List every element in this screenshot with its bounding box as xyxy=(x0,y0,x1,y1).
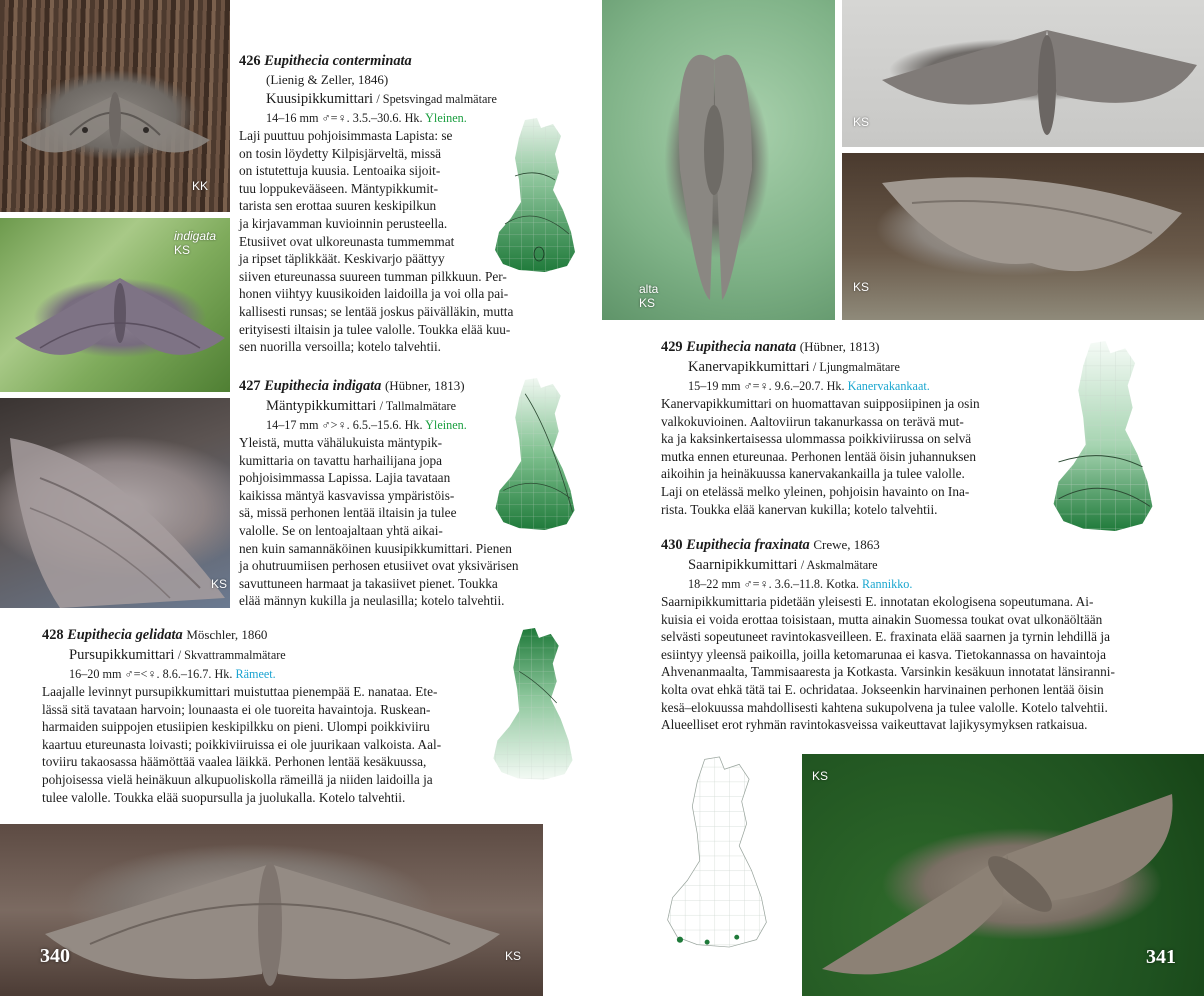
text-line: lässä sitä tavataan harvoin; lounaasta ei ole tuoreita havaintoja. Ruskean- xyxy=(42,701,431,717)
text-line: sä, missä perhonen lentää iltaisin ja tulee xyxy=(239,505,457,521)
text-line: Laji on etelässä melko yleinen, pohjoisin havainto on Ina- xyxy=(661,483,970,499)
text-line: kumittaria on tavattu harhailijana jopa xyxy=(239,452,443,468)
photo-conterminata-on-bark xyxy=(0,0,230,212)
text-line: kaikissa mäntyä kasvavissa ympäristöis- xyxy=(239,487,455,503)
scientific-name: Eupithecia gelidata xyxy=(67,627,183,643)
text-line: erityisesti iltaisin ja tulee valolle. Toukka elää kuu- xyxy=(239,321,511,337)
common-names xyxy=(239,89,545,109)
text-line: Laji puuttuu pohjoisimmasta Lapista: se xyxy=(239,128,453,143)
text-line: ka ja kaksinkertaisessa ulommassa poikkiviirussa on selvä xyxy=(661,431,972,447)
photo-credit: KS xyxy=(505,949,522,963)
species-description xyxy=(661,395,1013,518)
wingspan-and-flight: 16–20 mm ♂=<♀. 8.6.–16.7. Hk. xyxy=(69,667,233,681)
swedish-name: / Spetsvingad malmätare xyxy=(376,92,497,106)
text-line: kaartuu etureunasta loivasti; poikkiviiruissa ei ole juurikaan valkoista. Aal- xyxy=(42,736,442,752)
author: (Hübner, 1813) xyxy=(384,378,465,393)
moth-illustration xyxy=(602,0,835,320)
text-line: esiintyy yleensä paikoilla, joilla ketomarunaa ei kasva. Tietokannassa on havaintoja xyxy=(661,646,1106,662)
swedish-name: / Ljungmalmätare xyxy=(812,360,900,374)
photo-credit: KS xyxy=(853,115,870,129)
page-number-left: 340 xyxy=(40,945,70,967)
text-line: kolta ovat ehkä tätä tai E. ochridataa. Jokseenkin harvinainen perhonen lentää öisin xyxy=(661,681,1104,697)
moth-illustration xyxy=(802,754,1204,996)
common-names xyxy=(661,555,1163,575)
photo-nanata-spread xyxy=(842,0,1204,147)
text-line: pohjoisimmassa Lapissa. Lajia tavataan xyxy=(239,470,451,486)
text-line: valkokuvioinen. Aaltoviirun takanurkassa on terävä mut- xyxy=(661,413,964,429)
common-names xyxy=(661,357,1013,377)
scientific-name: Eupithecia indigata xyxy=(264,378,382,394)
text-line: tarista sen erottaa suuren keskipilkun xyxy=(239,198,437,214)
swedish-name: / Skvattrammalmätare xyxy=(177,648,286,662)
text-line: Kanervapikkumittari on huomattavan suipposiipinen ja osin xyxy=(661,396,980,411)
species-meta xyxy=(42,665,470,683)
wingspan-and-flight: 18–22 mm ♂=♀. 3.6.–11.8. Kotka. xyxy=(688,577,859,591)
photo-credit: KS xyxy=(639,295,656,310)
entry-heading xyxy=(661,337,1013,357)
moth-illustration xyxy=(0,824,543,996)
text-line: ja kirjavamman kuvioinnin perusteella. xyxy=(239,215,448,231)
species-entry-426 xyxy=(239,52,545,356)
text-line: selvästi sopeutuneet ravintokasveilleen. E. fraxinata elää saarnen ja tyrnin lehdillä ja xyxy=(661,629,1110,645)
photo-credit: KS xyxy=(853,280,870,294)
text-line: on tosin löydetty Kilpisjärveltä, missä xyxy=(239,145,442,161)
moth-illustration xyxy=(842,0,1204,147)
scientific-name: Eupithecia fraxinata xyxy=(686,537,810,553)
species-meta xyxy=(239,416,545,434)
species-meta xyxy=(661,575,1163,593)
entry-heading xyxy=(42,625,470,645)
common-names xyxy=(42,645,470,665)
scientific-name: Eupithecia conterminata xyxy=(264,53,412,69)
habitat-status: Kanervakankaat. xyxy=(847,379,930,393)
photo-credit: KS xyxy=(211,577,228,591)
swedish-name: / Askmalmätare xyxy=(800,558,878,572)
species-description xyxy=(661,593,1163,734)
text-line: valolle. Se on lentoajaltaan yhtä aikai- xyxy=(239,522,443,538)
text-line: aikoihin ja heinäkuussa kanervakankailla ja tulee valolle. xyxy=(661,466,965,482)
distribution-map-430 xyxy=(652,752,782,952)
common-names xyxy=(239,396,545,416)
species-number: 426 xyxy=(239,53,261,69)
moth-illustration xyxy=(0,398,230,608)
species-number: 427 xyxy=(239,378,261,394)
text-line: elää männyn kukilla ja neulasilla; kotelo talvehtii. xyxy=(239,593,505,609)
habitat-status: Rannikko. xyxy=(862,577,913,591)
text-line: tulee valolle. Toukka elää suopursulla ja juolukalla. Kotelo talvehtii. xyxy=(42,789,406,805)
species-description xyxy=(42,683,470,806)
photo-credit: KS xyxy=(812,769,829,783)
photo-indigata-on-leaf xyxy=(0,218,230,392)
form-label: alta xyxy=(639,282,659,296)
text-line: nen kuin samannäköinen kuusipikkumittari. Pienen xyxy=(239,540,512,556)
text-line: Saarnipikkumittaria pidetään yleisesti E. innotatan ekologisena sopeutumana. Ai- xyxy=(661,594,1094,609)
text-line: kesä–elokuussa mahdollisesti kahtena sukupolvena ja tulee valolle. Kotelo talvehtii. xyxy=(661,699,1108,715)
text-line: on istutettuja kuusia. Lentoaika sijoit- xyxy=(239,163,441,179)
text-line: siiven etureunassa suureen tumman pilkkuun. Per- xyxy=(239,268,507,284)
text-line: mutka ennen etureunaa. Perhonen lentää öisin juhannuksen xyxy=(661,448,976,464)
distribution-map-429 xyxy=(1040,336,1166,536)
species-number: 428 xyxy=(42,627,64,643)
photo-gelidata xyxy=(0,824,543,996)
entry-heading xyxy=(661,535,1163,555)
distribution-map-428 xyxy=(470,624,596,784)
author: (Lienig & Zeller, 1846) xyxy=(266,72,389,87)
abundance-status: Yleinen. xyxy=(425,111,467,125)
swedish-name: / Tallmalmätare xyxy=(379,399,457,413)
text-line: Ahvenanmaalta, Tammisaaresta ja Kotkasta. Varsinkin kesäkuun innotatat länsiranni- xyxy=(661,664,1115,680)
author: (Hübner, 1813) xyxy=(799,339,880,354)
finnish-name: Kuusipikkumittari xyxy=(266,91,374,107)
species-description xyxy=(239,127,545,356)
wingspan-and-flight: 15–19 mm ♂=♀. 9.6.–20.7. Hk. xyxy=(688,379,845,393)
species-number: 430 xyxy=(661,537,683,553)
scientific-name: Eupithecia nanata xyxy=(686,339,797,355)
photo-nanata-on-lichen xyxy=(842,153,1204,320)
wingspan-and-flight: 14–17 mm ♂>♀. 6.5.–15.6. Hk. xyxy=(266,418,423,432)
photo-fraxinata-on-leaf xyxy=(802,754,1204,996)
photo-credit: KS xyxy=(174,242,191,257)
entry-heading xyxy=(239,376,545,396)
species-meta xyxy=(239,109,545,127)
form-label: indigata xyxy=(174,229,217,243)
photo-nanata-alta xyxy=(602,0,835,320)
page-number-right: 341 xyxy=(1146,946,1176,968)
species-entry-430 xyxy=(661,535,1163,734)
text-line: kuisia ei voida erottaa toisistaan, mutta ainakin Suomessa toukat ovat ulkonäöltään xyxy=(661,611,1103,627)
text-line: Etusiivet ovat ulkoreunasta tummemmat xyxy=(239,233,455,249)
species-entry-427 xyxy=(239,376,545,610)
habitat-status: Rämeet. xyxy=(235,667,276,681)
text-line: sen nuorilla versoilla; kotelo talvehtii. xyxy=(239,339,441,355)
abundance-status: Yleinen. xyxy=(425,418,467,432)
text-line: ja ohutruumiisen perhosen etusiivet ovat yksivärisen xyxy=(239,558,519,574)
text-line: tuu loppukevääseen. Mäntypikkumit- xyxy=(239,180,439,196)
photo-credit: KK xyxy=(192,179,209,193)
finnish-name: Saarnipikkumittari xyxy=(688,557,798,573)
text-line: honen viihtyy kuusikoiden laidoilla ja voi olla pai- xyxy=(239,286,509,302)
text-line: pohjoisessa vielä heinäkuun alkupuoliskolla rämeillä ja niiden laidoilla ja xyxy=(42,771,433,787)
species-entry-429 xyxy=(661,337,1013,518)
text-line: Alueelliset erot ryhmän ravintokasveissa vaikeuttavat lajikysymyksen ratkaisua. xyxy=(661,717,1088,733)
species-entry-428 xyxy=(42,625,470,806)
text-line: toviiru takaosassa häämöttää vaalea läikkä. Perhonen lentää kesäkuussa, xyxy=(42,754,427,770)
text-line: Yleistä, mutta vähälukuista mäntypik- xyxy=(239,435,443,450)
text-line: harmaiden suippojen etusiipien keskipilkku on pieni. Ulompi poikkiviiru xyxy=(42,719,430,735)
wingspan-and-flight: 14–16 mm ♂=♀. 3.5.–30.6. Hk. xyxy=(266,111,423,125)
species-number: 429 xyxy=(661,339,683,355)
text-line: Laajalle levinnyt pursupikkumittari muistuttaa pienempää E. nanataa. Ete- xyxy=(42,684,438,699)
text-line: rista. Toukka elää kanervan kukilla; kotelo talvehtii. xyxy=(661,501,938,517)
species-meta xyxy=(661,377,1013,395)
entry-heading xyxy=(239,52,545,71)
text-line: savuttuneen harmaat ja takasiivet pienet. Toukka xyxy=(239,575,498,591)
photo-indigata-closeup xyxy=(0,398,230,608)
author: Crewe, 1863 xyxy=(813,537,880,552)
text-line: ja ripset täplikkäät. Keskivarjo päättyy xyxy=(239,251,445,267)
finnish-name: Mäntypikkumittari xyxy=(266,398,377,414)
species-description xyxy=(239,434,545,610)
text-line: kallisesti runsas; se lentää joskus päivälläkin, mutta xyxy=(239,303,514,319)
finnish-name: Pursupikkumittari xyxy=(69,647,175,663)
author: Möschler, 1860 xyxy=(186,627,268,642)
finnish-name: Kanervapikkumittari xyxy=(688,359,810,375)
moth-illustration xyxy=(842,153,1204,320)
